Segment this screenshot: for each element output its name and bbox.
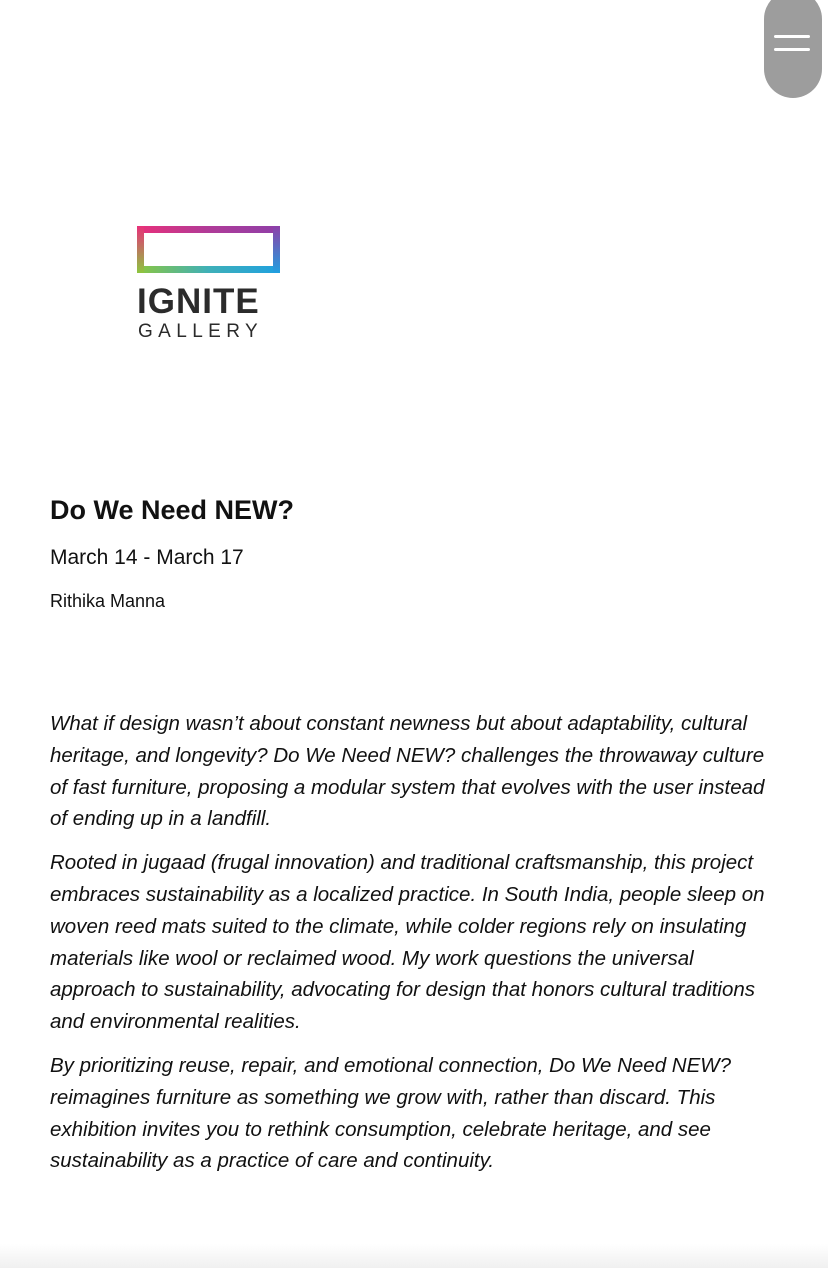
description-paragraph: Rooted in jugaad (frugal innovation) and traditional craftsmanship, this project embraces sustainability as a localized practice. In South India, people sleep on woven reed mats suited to the climate, while colder regions rely on insulating materials like wool or reclaimed wood. My work questions the universal approach to sustainability, advocating for design that honors cultural traditions and environmental realities. xyxy=(50,851,765,1034)
exhibition-description xyxy=(50,708,770,1189)
description-paragraph: What if design wasn’t about constant newness but about adaptability, cultural heritage, and longevity? Do We Need NEW? challenges the throwaway culture of fast furniture, proposing a modular system that evolves with the user instead of ending up in a landfill. xyxy=(50,712,765,831)
ignite-gallery-logo[interactable] xyxy=(137,226,281,342)
logo-wordmark: IGNITE xyxy=(137,282,260,321)
artist-name: Rithika Manna xyxy=(50,591,166,611)
exhibition-dates: March 14 - March 17 xyxy=(50,546,244,569)
description-paragraph: By prioritizing reuse, repair, and emotional connection, Do We Need NEW? reimagines furniture as something we grow with, rather than discard. This exhibition invites you to rethink consumption, celebrate heritage, and see sustainability as a practice of care and continuity. xyxy=(50,1053,732,1173)
logo-gradient-frame xyxy=(137,226,280,273)
menu-button[interactable] xyxy=(764,0,822,98)
bottom-fade xyxy=(0,1244,828,1268)
hamburger-menu-icon xyxy=(774,35,810,38)
logo-subtitle: GALLERY xyxy=(138,321,264,342)
hamburger-menu-icon-bar xyxy=(774,48,810,51)
exhibition-title: Do We Need NEW? xyxy=(50,495,295,525)
